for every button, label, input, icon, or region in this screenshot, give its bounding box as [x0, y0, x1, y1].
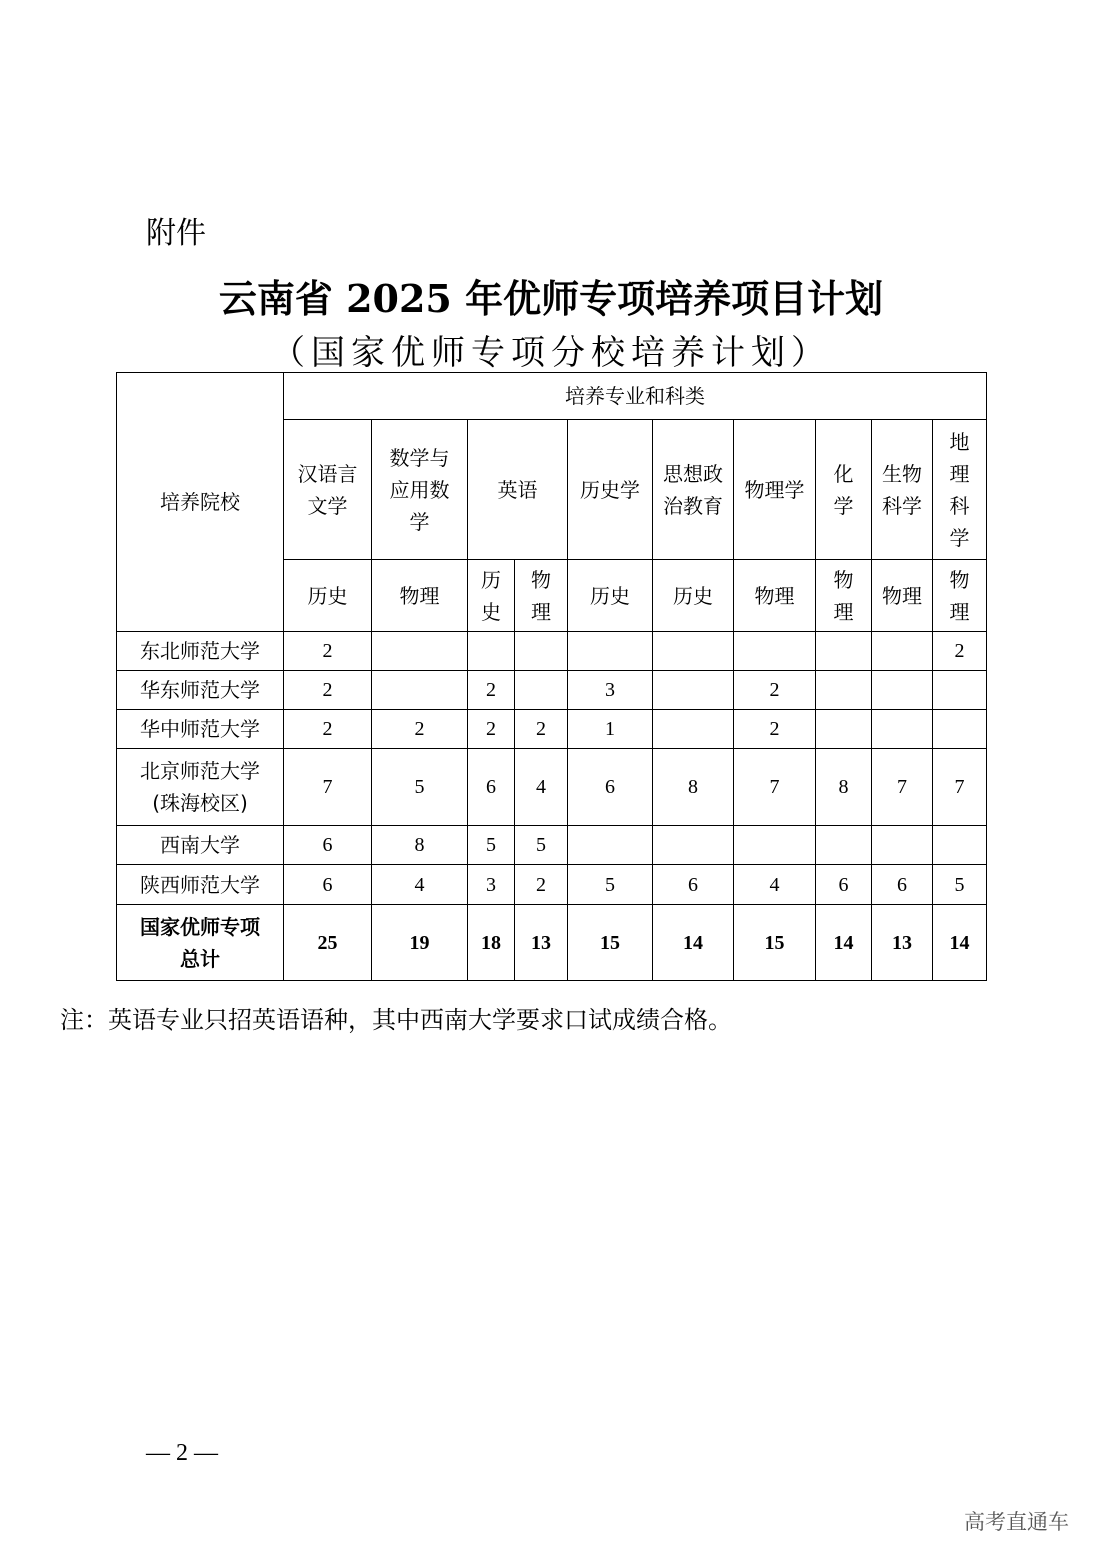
track-cell: 物理 [933, 560, 987, 632]
quota-cell: 2 [515, 710, 568, 749]
page-subtitle: （国家优师专项分校培养计划） [271, 333, 831, 373]
quota-cell: 2 [284, 710, 372, 749]
major-english: 英语 [468, 420, 568, 560]
quota-cell [933, 710, 987, 749]
quota-cell: 6 [816, 865, 872, 905]
track-cell: 历史 [468, 560, 515, 632]
table-row [117, 749, 987, 826]
quota-cell: 2 [734, 710, 816, 749]
quota-cell [515, 632, 568, 671]
quota-cell [872, 671, 933, 710]
quota-cell: 2 [468, 671, 515, 710]
track-cell: 历史 [568, 560, 653, 632]
quota-cell: 2 [515, 865, 568, 905]
quota-cell [653, 671, 734, 710]
major-biology: 生物科学 [872, 420, 933, 560]
total-cell: 14 [816, 905, 872, 981]
quota-cell: 2 [734, 671, 816, 710]
track-cell: 物理 [734, 560, 816, 632]
quota-cell [816, 632, 872, 671]
school-name: 北京师范大学(珠海校区) [117, 749, 284, 826]
total-cell: 19 [372, 905, 468, 981]
quota-cell: 5 [568, 865, 653, 905]
quota-cell: 5 [933, 865, 987, 905]
quota-cell [653, 826, 734, 865]
quota-cell: 2 [933, 632, 987, 671]
quota-cell [734, 632, 816, 671]
quota-cell: 7 [284, 749, 372, 826]
group-header: 培养专业和科类 [284, 373, 987, 420]
school-name: 华中师范大学 [117, 710, 284, 749]
quota-cell: 3 [468, 865, 515, 905]
quota-cell [872, 632, 933, 671]
total-cell: 14 [933, 905, 987, 981]
quota-cell [515, 671, 568, 710]
quota-cell [372, 671, 468, 710]
quota-cell: 4 [734, 865, 816, 905]
total-label: 国家优师专项总计 [117, 905, 284, 981]
total-cell: 13 [515, 905, 568, 981]
quota-cell: 8 [653, 749, 734, 826]
total-cell: 13 [872, 905, 933, 981]
quota-cell [816, 826, 872, 865]
quota-cell: 6 [568, 749, 653, 826]
plan-table [116, 372, 987, 981]
quota-cell: 8 [816, 749, 872, 826]
quota-cell: 5 [372, 749, 468, 826]
quota-cell: 7 [734, 749, 816, 826]
quota-cell [872, 826, 933, 865]
major-physics: 物理学 [734, 420, 816, 560]
quota-cell [653, 632, 734, 671]
quota-cell [653, 710, 734, 749]
quota-cell: 6 [284, 826, 372, 865]
quota-cell [372, 632, 468, 671]
quota-cell: 2 [468, 710, 515, 749]
major-math: 数学与应用数学 [372, 420, 468, 560]
watermark: 高考直通车 [964, 1510, 1069, 1534]
major-geography: 地理科学 [933, 420, 987, 560]
quota-cell: 2 [372, 710, 468, 749]
quota-cell: 7 [872, 749, 933, 826]
quota-cell: 6 [468, 749, 515, 826]
table-row [117, 710, 987, 749]
school-header: 培养院校 [117, 373, 284, 632]
total-cell: 25 [284, 905, 372, 981]
track-cell: 物理 [872, 560, 933, 632]
table-row [117, 671, 987, 710]
major-chemistry: 化学 [816, 420, 872, 560]
school-name: 陕西师范大学 [117, 865, 284, 905]
quota-cell [568, 632, 653, 671]
school-name: 东北师范大学 [117, 632, 284, 671]
quota-cell [872, 710, 933, 749]
track-cell: 历史 [284, 560, 372, 632]
page-number: — 2 — [146, 1440, 218, 1466]
track-cell: 物理 [816, 560, 872, 632]
quota-cell: 6 [653, 865, 734, 905]
quota-cell: 4 [372, 865, 468, 905]
quota-cell [816, 710, 872, 749]
quota-cell: 2 [284, 671, 372, 710]
table-note: 注：英语专业只招英语语种，其中西南大学要求口试成绩合格。 [60, 1006, 732, 1034]
quota-cell [933, 826, 987, 865]
school-name: 华东师范大学 [117, 671, 284, 710]
total-cell: 15 [734, 905, 816, 981]
total-row [117, 905, 987, 981]
major-history: 历史学 [568, 420, 653, 560]
quota-cell: 5 [515, 826, 568, 865]
quota-cell: 6 [284, 865, 372, 905]
quota-cell: 3 [568, 671, 653, 710]
track-cell: 历史 [653, 560, 734, 632]
table-row [117, 865, 987, 905]
major-chinese: 汉语言文学 [284, 420, 372, 560]
quota-cell [468, 632, 515, 671]
quota-cell: 6 [872, 865, 933, 905]
quota-cell: 2 [284, 632, 372, 671]
table-row [117, 826, 987, 865]
attachment-label: 附件 [146, 216, 206, 251]
total-cell: 18 [468, 905, 515, 981]
quota-cell [734, 826, 816, 865]
track-cell: 物理 [515, 560, 568, 632]
page-title: 云南省 2025 年优师专项培养项目计划 [218, 276, 884, 321]
total-cell: 14 [653, 905, 734, 981]
quota-cell: 4 [515, 749, 568, 826]
track-cell: 物理 [372, 560, 468, 632]
quota-cell: 5 [468, 826, 515, 865]
quota-cell [816, 671, 872, 710]
table-row [117, 632, 987, 671]
school-name: 西南大学 [117, 826, 284, 865]
total-cell: 15 [568, 905, 653, 981]
quota-cell [933, 671, 987, 710]
quota-cell: 1 [568, 710, 653, 749]
major-politics: 思想政治教育 [653, 420, 734, 560]
quota-cell: 8 [372, 826, 468, 865]
quota-cell [568, 826, 653, 865]
quota-cell: 7 [933, 749, 987, 826]
